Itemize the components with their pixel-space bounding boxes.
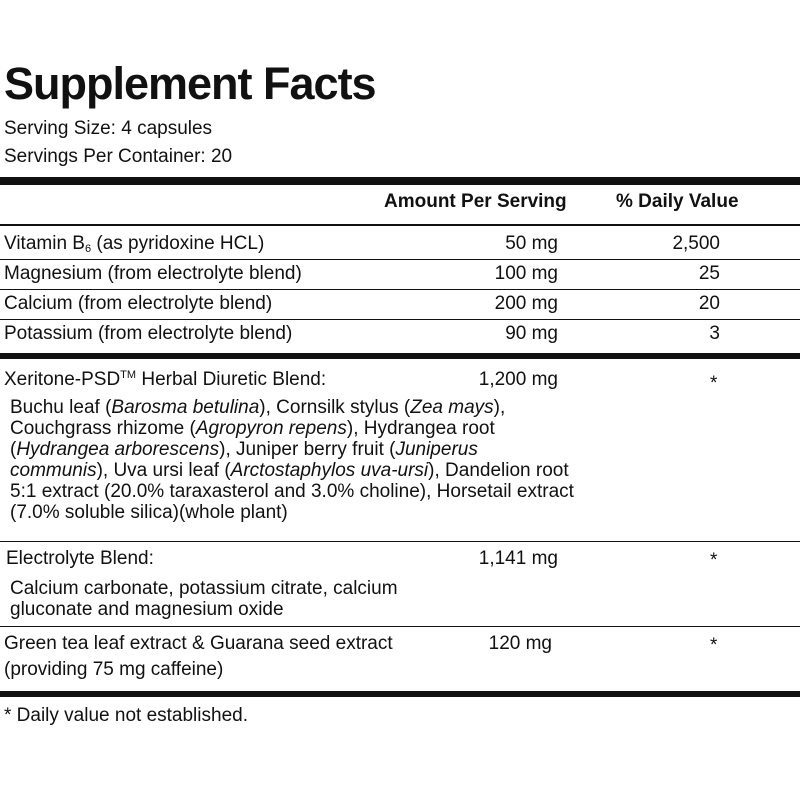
blend-amount: 1,200 mg	[478, 369, 558, 390]
blend-name: Xeritone-PSD™ Herbal Diuretic Blend:	[4, 369, 327, 390]
blend-amount: 1,141 mg	[478, 548, 558, 569]
nutrient-name: Potassium (from electrolyte blend)	[4, 323, 293, 344]
row-divider	[0, 541, 800, 542]
nutrient-dv: 20	[698, 293, 720, 314]
thick-divider	[0, 177, 800, 185]
nutrient-name: Magnesium (from electrolyte blend)	[4, 263, 302, 284]
blend-dv: *	[710, 373, 718, 394]
blend-name: Electrolyte Blend:	[6, 548, 154, 569]
nutrient-dv: 2,500	[672, 233, 720, 254]
amount-header: Amount Per Serving	[384, 191, 567, 212]
nutrient-amount: 200 mg	[494, 293, 558, 314]
serving-size: Serving Size: 4 capsules	[4, 118, 213, 139]
row-divider	[0, 289, 800, 290]
servings-per-container: Servings Per Container: 20	[4, 146, 233, 167]
blend-name-note: (providing 75 mg caffeine)	[4, 659, 224, 680]
blend-dv: *	[710, 550, 718, 571]
header-divider	[0, 224, 800, 226]
nutrient-amount: 90 mg	[505, 323, 558, 344]
thick-divider	[0, 353, 800, 359]
blend-dv: *	[710, 635, 718, 656]
row-divider	[0, 319, 800, 320]
row-divider	[0, 259, 800, 260]
blend-amount: 120 mg	[488, 633, 552, 654]
nutrient-name: Vitamin $B_6$ (as pyridoxine HCL)	[4, 233, 265, 255]
daily-value-header: % Daily Value	[616, 191, 739, 212]
blend-ingredients: Buchu leaf (Barosma betulina), Cornsilk stylus (Zea mays), Couchgrass rhizome (Agropyron repens), Hydrangea root (Hydrangea arborescens), Juniper berry fruit (Juniperus communis), Uva ursi leaf (Arctostaphylos uva-ursi), Dandelion root 5:1 extract (20.0% taraxasterol and 3.0% choline), Horsetail extract (7.0% soluble silica)(whole plant)	[10, 397, 574, 523]
nutrient-amount: 100 mg	[494, 263, 558, 284]
footnote: * Daily value not established.	[4, 705, 248, 726]
nutrient-dv: 25	[698, 263, 720, 284]
thick-divider	[0, 691, 800, 697]
nutrient-dv: 3	[709, 323, 720, 344]
nutrient-name: Calcium (from electrolyte blend)	[4, 293, 273, 314]
row-divider	[0, 626, 800, 627]
blend-name: Green tea leaf extract & Guarana seed extract	[4, 633, 393, 654]
blend-ingredients: Calcium carbonate, potassium citrate, calcium gluconate and magnesium oxide	[10, 578, 398, 620]
nutrient-amount: 50 mg	[505, 233, 558, 254]
panel-title: Supplement Facts	[4, 58, 376, 109]
